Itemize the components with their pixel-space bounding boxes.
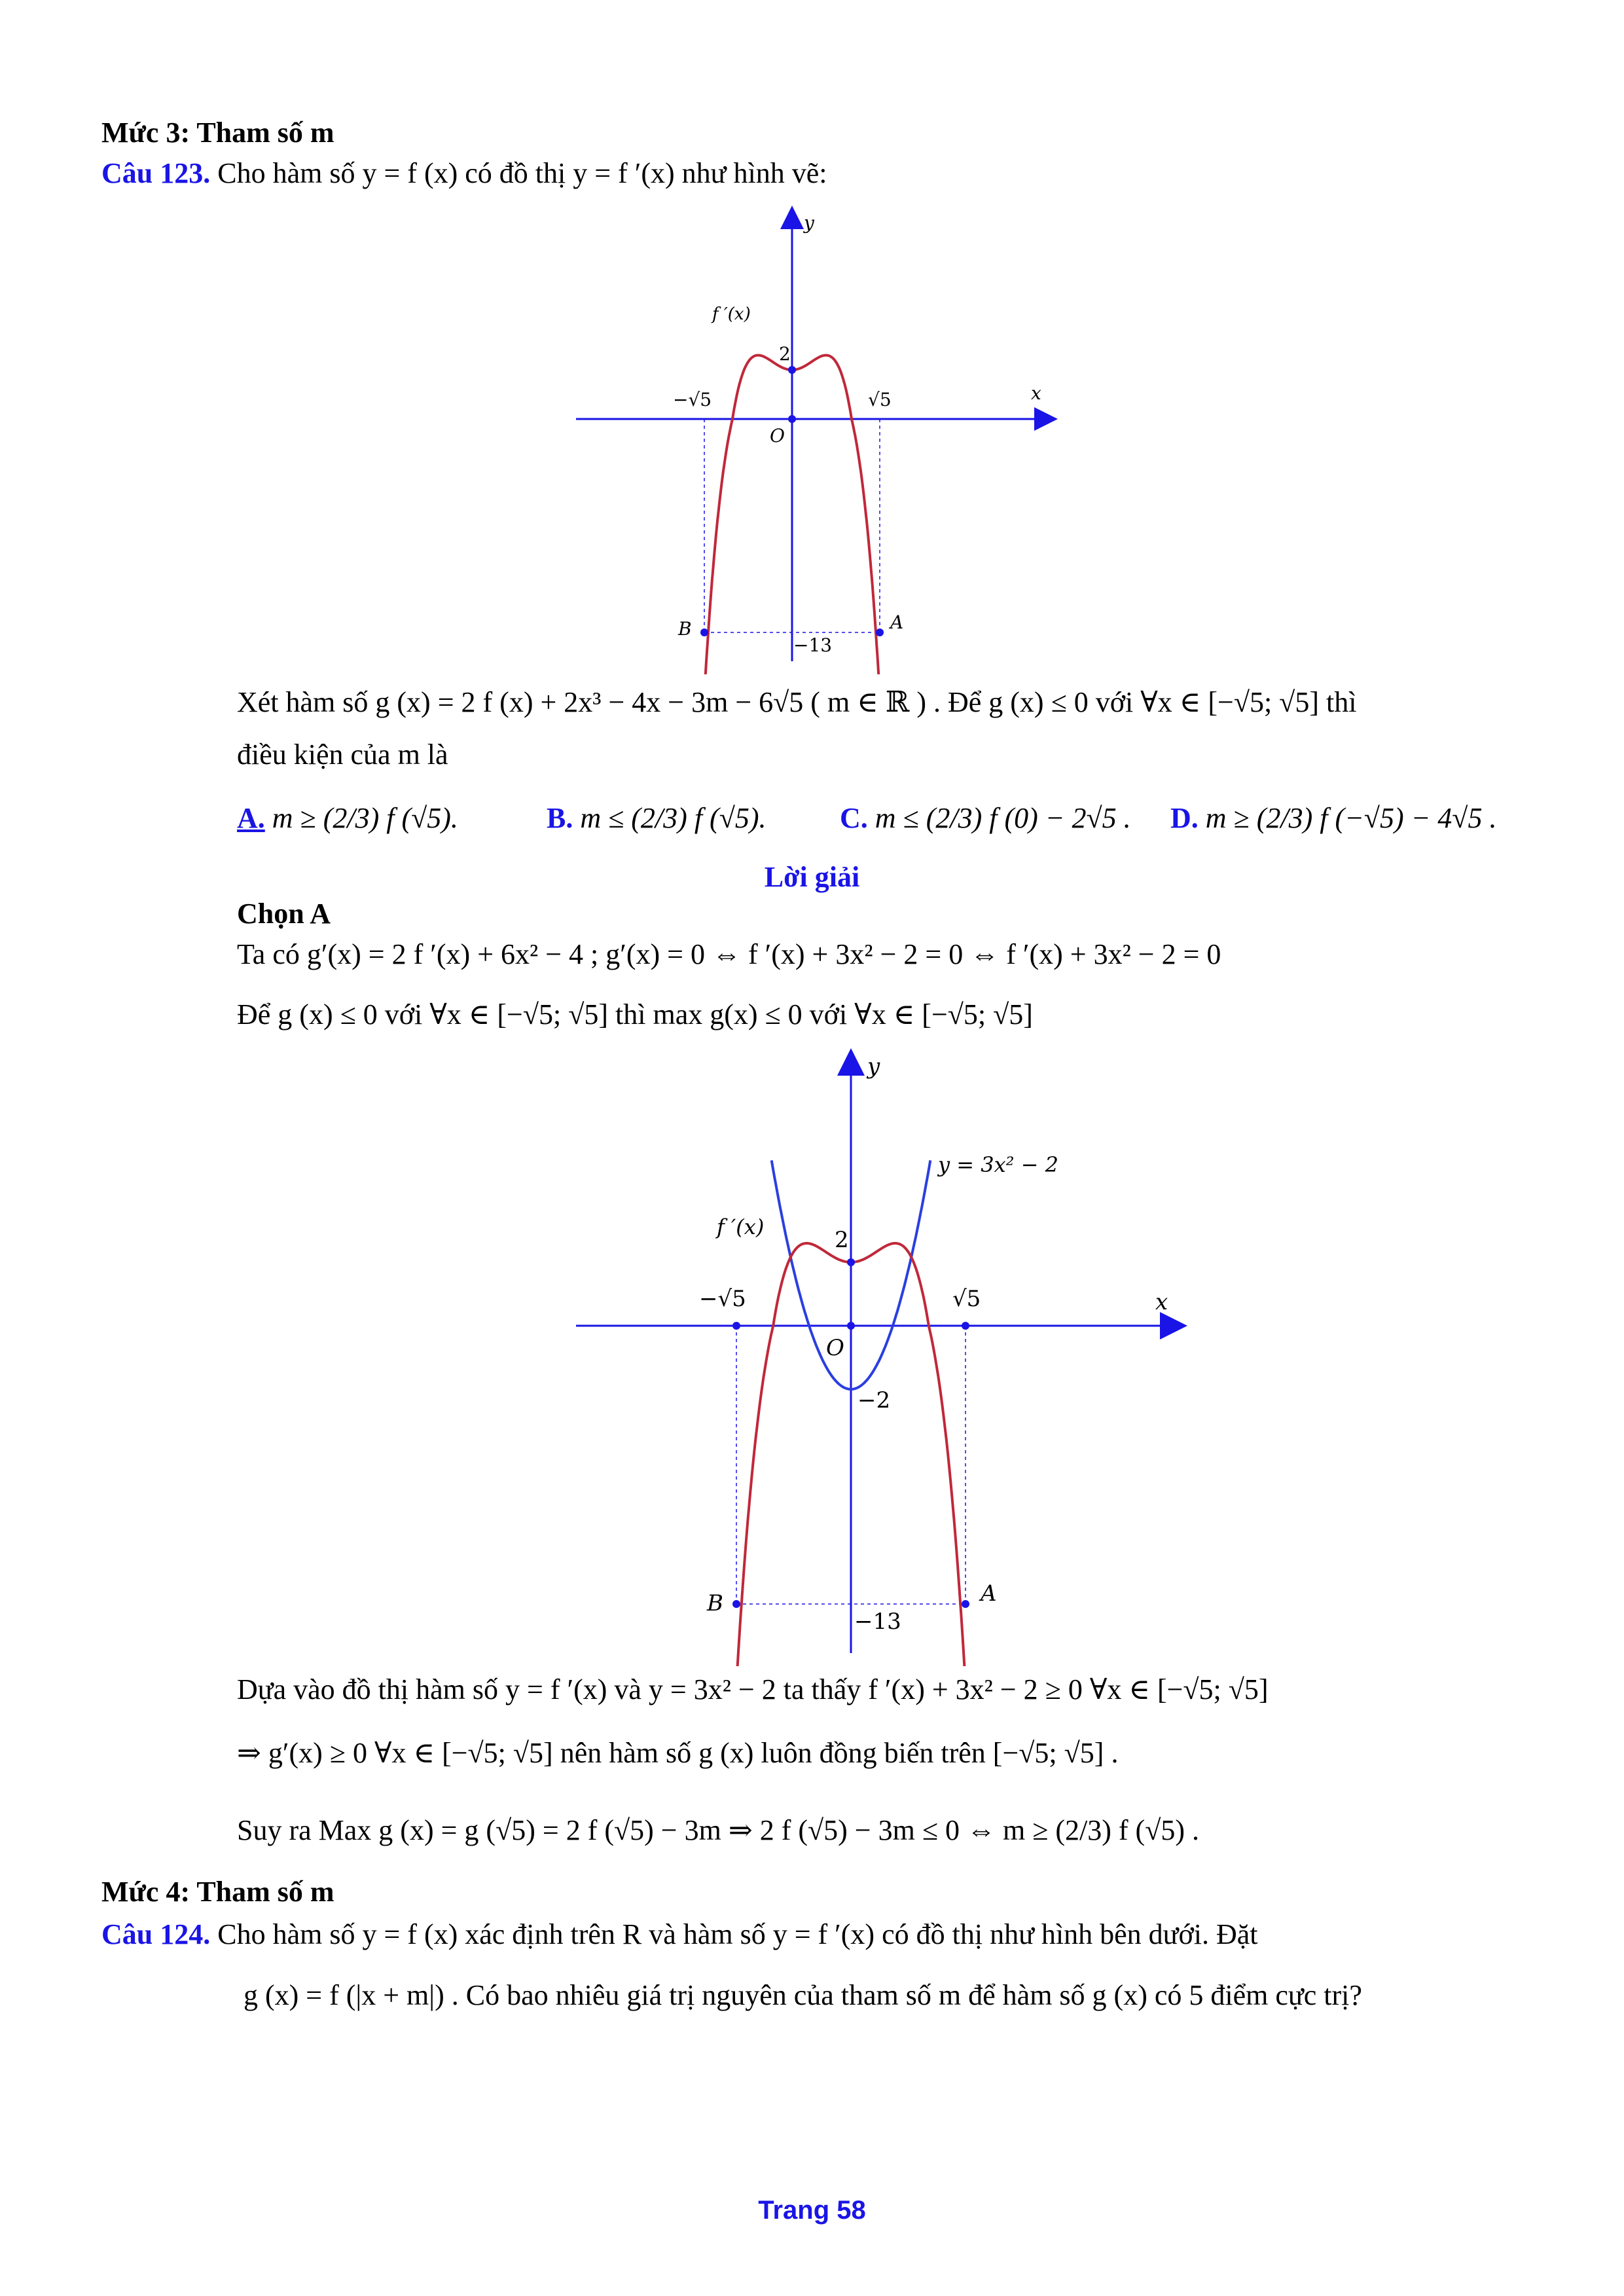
solution-title: Lời giải [764, 861, 860, 893]
option-D-letter: D. [1170, 802, 1199, 834]
graph-2-origin-label: O [826, 1335, 844, 1361]
graph-2-y-label: y [867, 1053, 880, 1080]
question-123-prompt-line [101, 155, 827, 192]
graph-2-parabola-label: y = 3x² − 2 [938, 1152, 1058, 1177]
section-heading-level4: Mức 4: Tham số m [101, 1876, 334, 1908]
solution-line-2: Để g (x) ≤ 0 với ∀x ∈ [−√5; √5] thì max g(x) ≤ 0 với ∀x ∈ [−√5; √5] [237, 998, 1033, 1030]
solution-line-3: Dựa vào đồ thị hàm số y = f ′(x) và y = 3x² − 2 ta thấy f ′(x) + 3x² − 2 ≥ 0 ∀x ∈ [−√5; √5] [237, 1673, 1269, 1705]
graph-2-derivative-and-parabola [569, 1044, 1198, 1666]
graph-1-label-A: A [890, 611, 904, 633]
option-C-text: m ≤ (2/3) f (0) − 2√5 . [867, 802, 1131, 834]
graph-2-label-A: A [981, 1580, 997, 1607]
question-124-line-1 [101, 1916, 1258, 1953]
option-C[interactable] [840, 800, 1131, 837]
graph-1-point-y2 [788, 366, 796, 374]
graph-2-tick-m2: −2 [857, 1387, 891, 1413]
graph-2-tick-m13: −13 [854, 1609, 901, 1635]
graph-2-point-A [962, 1600, 969, 1608]
option-D[interactable] [1170, 800, 1496, 837]
graph-1-point-A [876, 629, 884, 636]
option-B-text: m ≤ (2/3) f (√5). [573, 802, 767, 834]
question-123-statement-1: Xét hàm số g (x) = 2 f (x) + 2x³ − 4x − 3m − 6√5 ( m ∈ ℝ ) . Để g (x) ≤ 0 với ∀x ∈ [−√5; √5] thì [237, 686, 1357, 718]
option-C-letter: C. [840, 802, 868, 834]
question-124-label: Câu 124. [101, 1918, 211, 1950]
graph-2-point-pos-sqrt5 [962, 1322, 969, 1330]
graph-1-point-B [700, 629, 708, 636]
graph-2-point-origin [847, 1322, 855, 1330]
question-123-statement-2: điều kiện của m là [237, 738, 448, 771]
solution-line-1: Ta có g′(x) = 2 f ′(x) + 6x² − 4 ; g′(x) = 0 ⇔ f ′(x) + 3x² − 2 = 0 ⇔ f ′(x) + 3x² − 2 = 0 [237, 938, 1221, 970]
section-heading-level3: Mức 3: Tham số m [101, 117, 334, 149]
graph-1-curve-label: f ′(x) [712, 304, 751, 324]
graph-2-point-neg-sqrt5 [732, 1322, 740, 1330]
graph-2-tick-pos-sqrt5: √5 [952, 1286, 981, 1312]
option-D-text: m ≥ (2/3) f (−√5) − 4√5 . [1198, 802, 1497, 834]
solution-line-5: Suy ra Max g (x) = g (√5) = 2 f (√5) − 3m ⇒ 2 f (√5) − 3m ≤ 0 ⇔ m ≥ (2/3) f (√5) . [237, 1814, 1200, 1846]
graph-1-tick-2: 2 [779, 343, 791, 365]
option-A-letter: A. [237, 802, 265, 834]
solution-choice: Chọn A [237, 898, 331, 930]
option-A[interactable] [237, 800, 458, 837]
graph-1-derivative [569, 203, 1067, 674]
graph-1-x-label: x [1031, 382, 1041, 404]
question-124-line-2: g (x) = f (|x + m|) . Có bao nhiêu giá trị nguyên của tham số m để hàm số g (x) có 5 điểm cực trị? [244, 1979, 1362, 2011]
question-124-text-1: Cho hàm số y = f (x) xác định trên R và hàm số y = f ′(x) có đồ thị như hình bên dưới. Đặt [217, 1918, 1258, 1950]
graph-2-point-B [732, 1600, 740, 1608]
solution-line-4: ⇒ g′(x) ≥ 0 ∀x ∈ [−√5; √5] nên hàm số g (x) luôn đồng biến trên [−√5; √5] . [237, 1737, 1119, 1769]
graph-2-point-y2 [847, 1258, 855, 1266]
graph-2-label-B: B [707, 1590, 723, 1616]
question-123-label: Câu 123. [101, 157, 211, 189]
option-B[interactable] [547, 800, 767, 837]
graph-1-origin-label: O [770, 425, 785, 446]
graph-2-curve-label: f ′(x) [717, 1214, 765, 1239]
graph-1-tick-pos-sqrt5: √5 [868, 389, 892, 410]
graph-1-tick-neg-sqrt5: −√5 [673, 389, 712, 410]
graph-2-x-label: x [1155, 1289, 1168, 1315]
option-B-letter: B. [547, 802, 573, 834]
graph-1-y-label: y [804, 212, 814, 234]
page-footer: Trang 58 [758, 2196, 866, 2225]
question-123-prompt: Cho hàm số y = f (x) có đồ thị y = f ′(x) như hình vẽ: [217, 157, 827, 189]
graph-1-tick-m13: −13 [793, 634, 833, 656]
option-A-text: m ≥ (2/3) f (√5). [264, 802, 458, 834]
graph-2-tick-2: 2 [835, 1227, 849, 1253]
graph-1-label-B: B [678, 618, 692, 640]
graph-1-point-origin [788, 415, 796, 423]
graph-2-tick-neg-sqrt5: −√5 [699, 1286, 746, 1312]
